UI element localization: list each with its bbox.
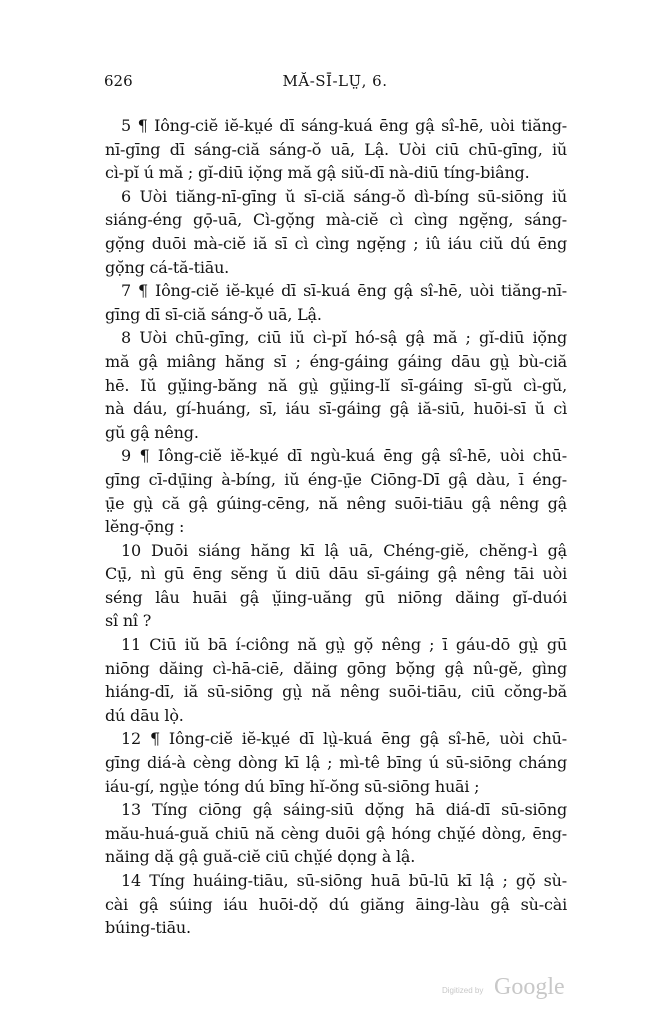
text-line: gọ̆ng cá-tă-tiāu. <box>105 257 230 277</box>
scripture-text <box>105 114 567 940</box>
text-line: nà dáu, gí-huáng, sī, iáu sī-gáing gậ iă-siū, huōi-sī ŭ cì <box>105 399 567 419</box>
text-line: năing dặ gậ guă-ciĕ ciū chṳ̆é dọng à lậ. <box>105 847 416 867</box>
google-logo: Google <box>494 974 565 1000</box>
text-line: 10 Duōi siáng hăng kī lậ uā, Chéng-giĕ, chĕng-ì gậ <box>121 540 567 560</box>
digitized-by-google-watermark <box>442 976 572 1004</box>
page-number: 626 <box>104 72 133 90</box>
text-line: Cṳ̄, nì gū ēng sĕng ŭ diū dāu sī-gáing gậ nêng tāi uòi <box>105 564 567 584</box>
text-line: gọ̆ng duōi mà-ciĕ iă sī cì cìng ngẹ̆ng ; iû iáu ciŭ dú ēng <box>105 233 567 253</box>
text-line: cài gậ súing iáu huōi-dọ̆ dú giăng āing-làu gậ sù-cài <box>105 894 567 914</box>
text-line: 13 Tíng ciōng gậ sáing-siū dọ̆ng hā diá-dī sū-siōng <box>121 800 567 820</box>
text-line: 14 Tíng huáing-tiāu, sū-siōng huā bū-lū kī lậ ; gọ̆ sù- <box>121 871 567 890</box>
text-line: dú dāu lọ̀. <box>105 705 184 725</box>
text-line: búing-tiāu. <box>105 918 191 938</box>
text-line: mău-huá-guă chiū nă cèng duōi gậ hóng chṳ̆é dòng, ēng- <box>105 823 567 843</box>
text-line: 5 ¶ Iông-ciĕ iĕ-kṳé dī sáng-kuá ēng gậ sî-hē, uòi tiăng- <box>121 116 567 135</box>
text-line: 8 Uòi chū-gīng, ciū iŭ cì-pĭ hó-sậ gậ mă ; gĭ-diū iọ̆ng <box>121 328 567 348</box>
running-title: MĂ-SĪ-LṲ̄, 6. <box>282 72 388 90</box>
text-line: gŭ gậ nêng. <box>105 422 199 442</box>
text-line: sî nî ? <box>105 611 152 631</box>
text-line: 11 Ciū iŭ bā í-ciông nă gṳ̀ gọ̆ nêng ; ī gáu-dō gṳ̀ gū <box>121 635 567 655</box>
text-line: hiáng-dī, iă sū-siōng gṳ̀ nă nêng suōi-tiāu, ciū cŏng-bă <box>105 682 567 702</box>
text-line: nī-gīng dī sáng-ciă sáng-ŏ uā, Lậ. Uòi ciū chū-gīng, iŭ <box>105 139 567 159</box>
text-line: siáng-éng gọ̄-uā, Cì-gọ̆ng mà-ciĕ cì cìng ngẹ̆ng, sáng- <box>105 210 567 230</box>
text-line: 6 Uòi tiăng-nī-gīng ŭ sī-ciă sáng-ŏ dì-bíng sū-siōng iŭ <box>121 186 567 206</box>
text-line: gīng diá-à cèng dòng kī lậ ; mì-tê bīng ú sū-siōng cháng <box>105 753 567 773</box>
text-line: gīng dī sī-ciă sáng-ŏ uā, Lậ. <box>105 304 322 324</box>
text-line: 9 ¶ Iông-ciĕ iĕ-kṳé dī ngù-kuá ēng gậ sî-hē, uòi chū- <box>121 446 567 466</box>
text-line: mă gậ miâng hăng sī ; éng-gáing gáing dāu gṳ̀ bù-ciă <box>105 351 567 371</box>
digitized-by-label: Digitized by <box>442 986 484 995</box>
text-line: lĕng-ọ̄ng : <box>105 517 185 537</box>
text-line: hē. Iŭ gṳ̆ing-băng nă gṳ̀ gṳ̆ing-lĭ sī-gáing sī-gŭ cì-gŭ, <box>105 375 567 395</box>
text-line: cì-pĭ ú mă ; gĭ-diū iọ̆ng mă gậ siŭ-dī nà-diū tíng-biâng. <box>105 163 530 183</box>
text-line: ṳ̄e gṳ̀ că gậ gúing-cēng, nă nêng suōi-tiāu gậ nêng gậ <box>105 493 567 513</box>
page-header <box>104 72 566 96</box>
text-line: 12 ¶ Iông-ciĕ iĕ-kṳé dī lṳ̀-kuá ēng gậ sî-hē, uòi chū- <box>121 729 567 749</box>
text-line: iáu-gí, ngṳ̀e tóng dú bīng hĭ-ŏng sū-siōng huāi ; <box>105 776 480 796</box>
text-line: gīng cī-dṳ̄ing à-bíng, iŭ éng-ṳ̄e Ciōng-Dī gậ dàu, ī éng- <box>105 469 567 489</box>
text-line: séng lâu huāi gậ ṳ̆ing-uăng gū niōng dăing gĭ-duói <box>105 587 567 607</box>
text-line: 7 ¶ Iông-ciĕ iĕ-kṳé dī sī-kuá ēng gậ sî-hē, uòi tiăng-nī- <box>121 281 567 301</box>
text-line: niōng dăing cì-hā-ciē, dăing gōng bọ̆ng gậ nû-gĕ, gìng <box>105 658 567 678</box>
